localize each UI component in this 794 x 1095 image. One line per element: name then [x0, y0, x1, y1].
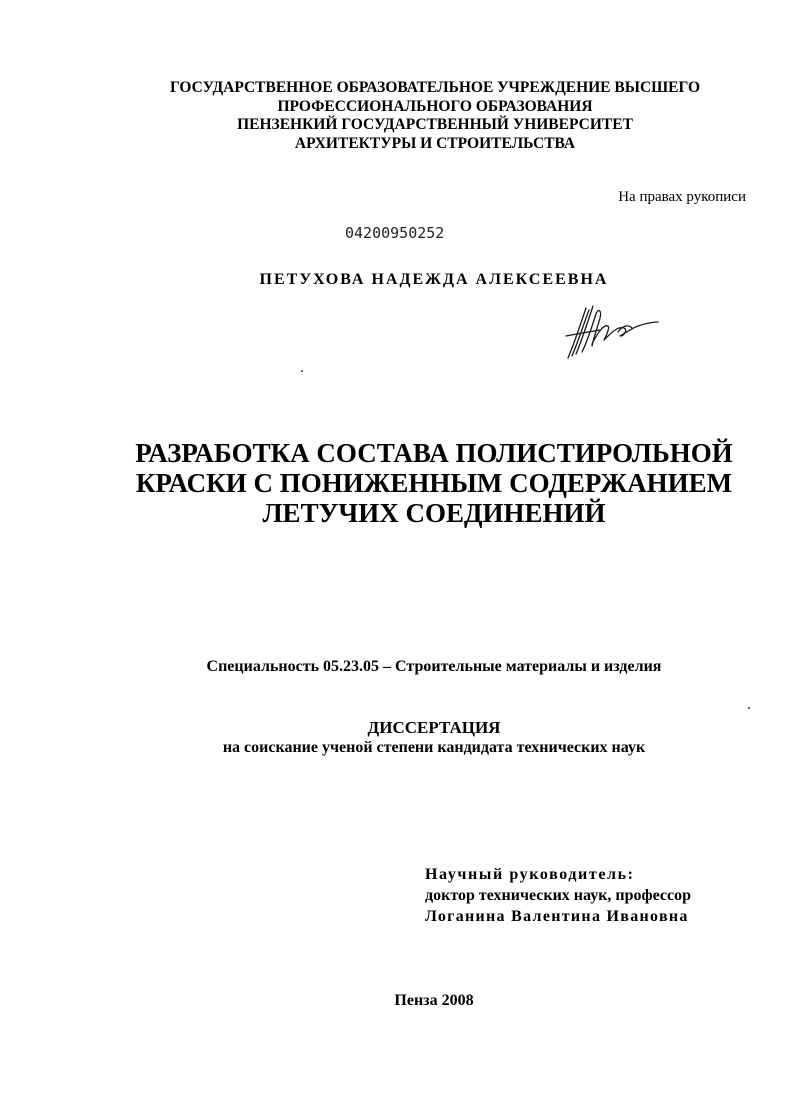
institution-line-1: ГОСУДАРСТВЕННОЕ ОБРАЗОВАТЕЛЬНОЕ УЧРЕЖДЕНИЕ ВЫСШЕГО — [169, 79, 701, 96]
manuscript-rights-note: На правах рукописи — [618, 189, 746, 205]
supervisor-heading: Научный руководитель: — [425, 866, 635, 883]
title-line-3: ЛЕТУЧИХ СОЕДИНЕНИЙ — [262, 498, 606, 528]
specialty-line: Специальность 05.23.05 – Строительные материалы и изделия — [206, 658, 662, 675]
supervisor-degree: доктор технических наук, профессор — [425, 887, 692, 904]
institution-line-4: АРХИТЕКТУРЫ И СТРОИТЕЛЬСТВА — [294, 134, 576, 152]
scan-speck — [748, 707, 750, 709]
title-line-1: РАЗРАБОТКА СОСТАВА ПОЛИСТИРОЛЬНОЙ — [135, 438, 733, 468]
title-line-2: КРАСКИ С ПОНИЖЕННЫМ СОДЕРЖАНИЕМ — [135, 468, 733, 498]
signature-icon — [562, 296, 662, 364]
institution-header — [60, 79, 794, 153]
dissertation-subtitle: на соискание ученой степени кандидата технических наук — [222, 739, 646, 756]
author-name: ПЕТУХОВА НАДЕЖДА АЛЕКСЕЕВНА — [259, 271, 609, 288]
scan-speck — [301, 370, 303, 372]
dissertation-title — [0, 438, 794, 528]
city-year: Пенза 2008 — [394, 992, 474, 1009]
dissertation-label: ДИССЕРТАЦИЯ — [367, 718, 501, 737]
supervisor-block — [425, 864, 691, 927]
institution-line-2: ПРОФЕССИОНАЛЬНОГО ОБРАЗОВАНИЯ — [277, 97, 593, 115]
document-number-stamp: 04200950252 — [345, 224, 445, 242]
institution-line-3: ПЕНЗЕНКИЙ ГОСУДАРСТВЕННЫЙ УНИВЕРСИТЕТ — [237, 116, 633, 133]
supervisor-name: Логанина Валентина Ивановна — [425, 908, 689, 925]
